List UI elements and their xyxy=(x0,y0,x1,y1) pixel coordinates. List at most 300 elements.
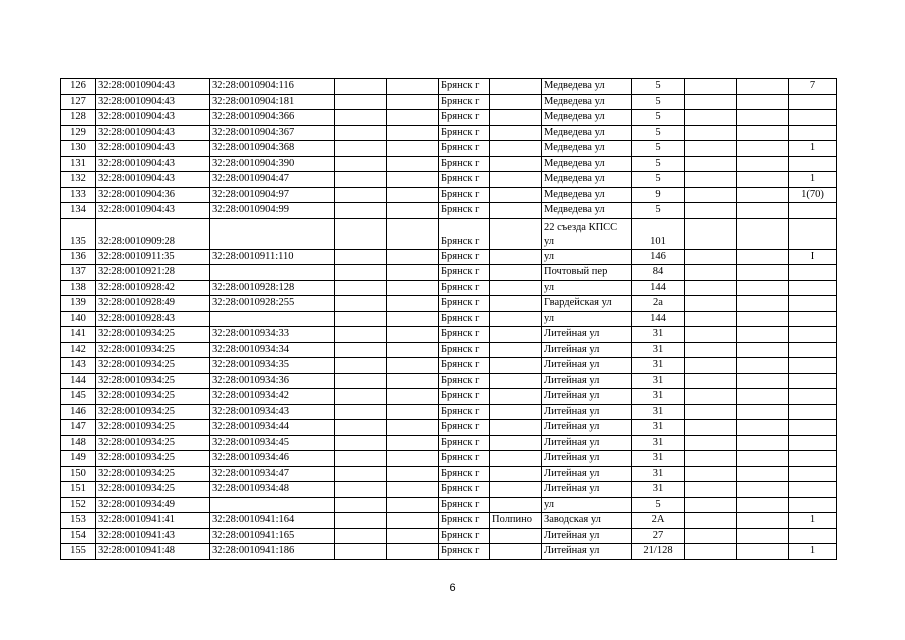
table-cell xyxy=(685,203,737,219)
table-cell xyxy=(387,482,439,498)
table-cell: Медведева ул xyxy=(542,203,632,219)
table-cell: Брянск г xyxy=(439,451,490,467)
table-cell: 32:28:0010904:368 xyxy=(210,141,335,157)
table-cell xyxy=(335,435,387,451)
table-cell: Брянск г xyxy=(439,342,490,358)
table-cell: 32:28:0010934:42 xyxy=(210,389,335,405)
table-cell xyxy=(335,466,387,482)
table-cell xyxy=(490,156,542,172)
table-cell xyxy=(490,265,542,281)
table-cell: Брянск г xyxy=(439,94,490,110)
table-row xyxy=(61,327,837,343)
table-cell: Брянск г xyxy=(439,358,490,374)
table-cell xyxy=(789,296,837,312)
table-cell xyxy=(335,110,387,126)
table-cell xyxy=(490,497,542,513)
table-cell: 141 xyxy=(61,327,96,343)
table-cell xyxy=(737,544,789,560)
table-cell xyxy=(490,420,542,436)
table-cell xyxy=(387,265,439,281)
table-cell: 32:28:0010934:25 xyxy=(96,342,210,358)
table-cell: Литейная ул xyxy=(542,435,632,451)
table-cell xyxy=(737,172,789,188)
table-cell: 32:28:0010904:181 xyxy=(210,94,335,110)
table-cell: 126 xyxy=(61,79,96,95)
table-cell: Литейная ул xyxy=(542,420,632,436)
table-cell xyxy=(335,280,387,296)
table-cell: 32:28:0010934:43 xyxy=(210,404,335,420)
table-cell xyxy=(685,497,737,513)
table-cell: 32:28:0010934:47 xyxy=(210,466,335,482)
table-cell: 84 xyxy=(632,265,685,281)
table-cell: 147 xyxy=(61,420,96,436)
table-cell: 1(70) xyxy=(789,187,837,203)
table-cell: 2А xyxy=(632,513,685,529)
table-cell xyxy=(490,482,542,498)
table-cell: 32:28:0010934:25 xyxy=(96,373,210,389)
table-cell xyxy=(685,528,737,544)
table-cell xyxy=(685,451,737,467)
table-row xyxy=(61,172,837,188)
table-cell: 5 xyxy=(632,110,685,126)
table-row xyxy=(61,156,837,172)
table-cell: ул xyxy=(542,311,632,327)
table-cell: Литейная ул xyxy=(542,544,632,560)
table-cell xyxy=(490,544,542,560)
table-cell xyxy=(685,544,737,560)
table-cell: 149 xyxy=(61,451,96,467)
table-cell xyxy=(335,265,387,281)
table-cell: 32:28:0010934:36 xyxy=(210,373,335,389)
table-cell: 32:28:0010928:43 xyxy=(96,311,210,327)
table-cell: 153 xyxy=(61,513,96,529)
table-cell xyxy=(387,327,439,343)
table-cell: 31 xyxy=(632,358,685,374)
table-cell xyxy=(737,528,789,544)
table-cell xyxy=(335,249,387,265)
table-cell: 32:28:0010904:116 xyxy=(210,79,335,95)
table-cell: Брянск г xyxy=(439,187,490,203)
table-cell xyxy=(335,172,387,188)
table-cell xyxy=(490,358,542,374)
table-cell xyxy=(335,389,387,405)
table-cell xyxy=(387,203,439,219)
table-cell xyxy=(387,358,439,374)
table-cell: 32:28:0010928:42 xyxy=(96,280,210,296)
table-cell: Литейная ул xyxy=(542,342,632,358)
table-cell xyxy=(737,79,789,95)
table-cell: 145 xyxy=(61,389,96,405)
table-cell: 142 xyxy=(61,342,96,358)
table-cell: 151 xyxy=(61,482,96,498)
table-cell xyxy=(490,466,542,482)
table-row xyxy=(61,110,837,126)
table-cell xyxy=(685,358,737,374)
table-row xyxy=(61,187,837,203)
table-row xyxy=(61,482,837,498)
table-cell: 21/128 xyxy=(632,544,685,560)
table-cell: Гвардейская ул xyxy=(542,296,632,312)
table-cell xyxy=(335,141,387,157)
table-cell xyxy=(789,265,837,281)
table-cell xyxy=(685,420,737,436)
table-cell xyxy=(737,110,789,126)
table-cell: 144 xyxy=(632,311,685,327)
table-cell xyxy=(387,125,439,141)
table-cell xyxy=(335,79,387,95)
table-cell: Брянск г xyxy=(439,110,490,126)
table-cell: 9 xyxy=(632,187,685,203)
table-cell xyxy=(335,528,387,544)
table-cell xyxy=(387,94,439,110)
table-cell xyxy=(789,466,837,482)
page-number: 6 xyxy=(449,582,456,594)
table-cell xyxy=(335,420,387,436)
table-cell: Брянск г xyxy=(439,466,490,482)
table-cell: 152 xyxy=(61,497,96,513)
table-cell xyxy=(387,156,439,172)
table-cell xyxy=(685,435,737,451)
table-cell: 1 xyxy=(789,513,837,529)
table-cell xyxy=(490,389,542,405)
table-cell: Брянск г xyxy=(439,280,490,296)
table-cell: 146 xyxy=(632,249,685,265)
table-cell: 31 xyxy=(632,404,685,420)
table-row xyxy=(61,218,837,249)
table-cell xyxy=(490,249,542,265)
table-cell xyxy=(737,327,789,343)
table-cell xyxy=(685,110,737,126)
table-cell: 144 xyxy=(632,280,685,296)
table-cell: 32:28:0010934:45 xyxy=(210,435,335,451)
table-row xyxy=(61,141,837,157)
table-cell: 32:28:0010934:25 xyxy=(96,358,210,374)
table-cell: 32:28:0010904:43 xyxy=(96,94,210,110)
table-row xyxy=(61,249,837,265)
table-cell: Брянск г xyxy=(439,404,490,420)
table-cell xyxy=(335,358,387,374)
table-cell xyxy=(210,311,335,327)
table-cell xyxy=(789,94,837,110)
table-cell: 32:28:0010904:366 xyxy=(210,110,335,126)
table-cell: 31 xyxy=(632,342,685,358)
table-cell xyxy=(685,187,737,203)
table-cell xyxy=(490,296,542,312)
table-cell: 32:28:0010934:34 xyxy=(210,342,335,358)
table-cell: 32:28:0010904:390 xyxy=(210,156,335,172)
table-cell: 129 xyxy=(61,125,96,141)
table-cell: Брянск г xyxy=(439,172,490,188)
table-cell xyxy=(789,389,837,405)
table-cell: 31 xyxy=(632,435,685,451)
table-cell xyxy=(789,218,837,249)
table-cell xyxy=(685,79,737,95)
table-cell: 32:28:0010909:28 xyxy=(96,218,210,249)
table-cell: 143 xyxy=(61,358,96,374)
table-cell xyxy=(737,389,789,405)
table-cell: Брянск г xyxy=(439,389,490,405)
table-cell xyxy=(387,311,439,327)
table-cell xyxy=(789,451,837,467)
table-cell: 135 xyxy=(61,218,96,249)
table-cell xyxy=(490,141,542,157)
table-cell xyxy=(387,544,439,560)
table-cell: 2а xyxy=(632,296,685,312)
table-cell: Брянск г xyxy=(439,327,490,343)
table-cell: 1 xyxy=(789,172,837,188)
table-cell: Литейная ул xyxy=(542,482,632,498)
table-cell: 31 xyxy=(632,451,685,467)
table-cell xyxy=(685,125,737,141)
table-cell: 31 xyxy=(632,389,685,405)
table-cell xyxy=(737,265,789,281)
table-cell: 32:28:0010941:164 xyxy=(210,513,335,529)
table-cell: 5 xyxy=(632,125,685,141)
table-cell: 32:28:0010934:25 xyxy=(96,420,210,436)
table-cell xyxy=(789,311,837,327)
table-cell xyxy=(490,327,542,343)
table-cell xyxy=(335,451,387,467)
table-cell: Брянск г xyxy=(439,249,490,265)
table-cell xyxy=(490,218,542,249)
table-cell xyxy=(335,404,387,420)
table-cell: 127 xyxy=(61,94,96,110)
table-cell xyxy=(685,172,737,188)
table-cell: 32:28:0010941:43 xyxy=(96,528,210,544)
table-cell xyxy=(490,125,542,141)
table-cell: 146 xyxy=(61,404,96,420)
table-cell xyxy=(387,513,439,529)
table-cell: Медведева ул xyxy=(542,156,632,172)
table-cell: 32:28:0010911:35 xyxy=(96,249,210,265)
table-cell xyxy=(685,482,737,498)
table-row xyxy=(61,203,837,219)
table-cell xyxy=(335,156,387,172)
table-cell: Литейная ул xyxy=(542,404,632,420)
table-cell xyxy=(737,94,789,110)
table-cell xyxy=(789,342,837,358)
table-cell xyxy=(737,311,789,327)
table-row xyxy=(61,404,837,420)
table-cell xyxy=(737,156,789,172)
table-cell: Брянск г xyxy=(439,265,490,281)
table-row xyxy=(61,79,837,95)
table-cell xyxy=(387,249,439,265)
table-cell xyxy=(737,420,789,436)
table-cell: 32:28:0010941:41 xyxy=(96,513,210,529)
table-cell xyxy=(789,404,837,420)
table-cell xyxy=(335,125,387,141)
table-cell: Брянск г xyxy=(439,497,490,513)
table-cell: 32:28:0010934:25 xyxy=(96,451,210,467)
table-cell: Брянск г xyxy=(439,482,490,498)
table-cell: Литейная ул xyxy=(542,451,632,467)
table-cell xyxy=(387,420,439,436)
table-cell: Брянск г xyxy=(439,296,490,312)
table-row xyxy=(61,373,837,389)
table-cell: I xyxy=(789,249,837,265)
table-cell: 32:28:0010934:33 xyxy=(210,327,335,343)
table-cell xyxy=(685,94,737,110)
table-cell xyxy=(490,94,542,110)
table-cell xyxy=(737,373,789,389)
table-cell xyxy=(387,141,439,157)
table-cell: 5 xyxy=(632,141,685,157)
table-cell xyxy=(685,280,737,296)
table-cell xyxy=(490,528,542,544)
table-cell xyxy=(685,141,737,157)
table-cell xyxy=(490,110,542,126)
table-cell: 32:28:0010911:110 xyxy=(210,249,335,265)
table-cell: Полпино xyxy=(490,513,542,529)
table-cell: 150 xyxy=(61,466,96,482)
table-cell xyxy=(737,482,789,498)
table-cell: 32:28:0010941:165 xyxy=(210,528,335,544)
table-cell: 32:28:0010934:25 xyxy=(96,389,210,405)
table-cell: 27 xyxy=(632,528,685,544)
table-cell: 32:28:0010934:25 xyxy=(96,482,210,498)
table-cell xyxy=(335,513,387,529)
table-cell: 32:28:0010904:43 xyxy=(96,172,210,188)
table-cell xyxy=(685,373,737,389)
table-cell xyxy=(685,327,737,343)
table-cell: 5 xyxy=(632,79,685,95)
table-cell xyxy=(335,373,387,389)
table-cell: 131 xyxy=(61,156,96,172)
table-cell xyxy=(685,156,737,172)
table-cell xyxy=(737,404,789,420)
table-cell xyxy=(737,466,789,482)
table-cell: 5 xyxy=(632,156,685,172)
table-cell xyxy=(685,218,737,249)
table-cell xyxy=(737,218,789,249)
table-cell: 7 xyxy=(789,79,837,95)
table-cell xyxy=(490,311,542,327)
table-cell xyxy=(789,203,837,219)
table-body xyxy=(61,79,837,560)
table-cell xyxy=(490,373,542,389)
table-cell: 32:28:0010904:43 xyxy=(96,79,210,95)
table-cell: 32:28:0010934:35 xyxy=(210,358,335,374)
table-cell: 128 xyxy=(61,110,96,126)
table-cell: ул xyxy=(542,497,632,513)
table-cell xyxy=(789,125,837,141)
table-cell: Брянск г xyxy=(439,373,490,389)
table-cell: 134 xyxy=(61,203,96,219)
table-cell: ул xyxy=(542,249,632,265)
table-cell xyxy=(685,342,737,358)
table-cell xyxy=(685,389,737,405)
table-cell: Брянск г xyxy=(439,435,490,451)
table-cell: 133 xyxy=(61,187,96,203)
table-row xyxy=(61,497,837,513)
table-cell: Брянск г xyxy=(439,513,490,529)
table-cell: Брянск г xyxy=(439,203,490,219)
table-cell: 32:28:0010904:43 xyxy=(96,125,210,141)
table-cell: Медведева ул xyxy=(542,94,632,110)
table-cell xyxy=(737,296,789,312)
table-cell: 32:28:0010904:47 xyxy=(210,172,335,188)
table-cell: Брянск г xyxy=(439,141,490,157)
table-cell xyxy=(335,544,387,560)
table-cell xyxy=(210,497,335,513)
table-cell xyxy=(335,94,387,110)
table-row xyxy=(61,311,837,327)
table-cell: 32:28:0010904:99 xyxy=(210,203,335,219)
table-cell xyxy=(685,404,737,420)
table-cell xyxy=(387,528,439,544)
table-cell xyxy=(210,218,335,249)
table-cell xyxy=(685,311,737,327)
table-row xyxy=(61,544,837,560)
table-cell xyxy=(789,327,837,343)
table-cell: Медведева ул xyxy=(542,110,632,126)
table-cell xyxy=(387,187,439,203)
table-cell: 5 xyxy=(632,497,685,513)
table-cell xyxy=(737,358,789,374)
table-cell: 130 xyxy=(61,141,96,157)
table-cell: Почтовый пер xyxy=(542,265,632,281)
table-cell: Брянск г xyxy=(439,528,490,544)
table-cell: Литейная ул xyxy=(542,389,632,405)
table-cell xyxy=(789,497,837,513)
table-cell: Литейная ул xyxy=(542,373,632,389)
table-cell xyxy=(789,280,837,296)
table-cell xyxy=(335,497,387,513)
table-cell: Литейная ул xyxy=(542,466,632,482)
table-cell: 32:28:0010934:25 xyxy=(96,466,210,482)
table-cell xyxy=(789,528,837,544)
table-cell xyxy=(387,404,439,420)
table-cell: 140 xyxy=(61,311,96,327)
table-row xyxy=(61,358,837,374)
table-cell xyxy=(685,265,737,281)
table-cell: 155 xyxy=(61,544,96,560)
table-cell xyxy=(685,466,737,482)
table-cell: 32:28:0010904:43 xyxy=(96,156,210,172)
table-cell xyxy=(737,513,789,529)
table-cell xyxy=(789,420,837,436)
table-cell xyxy=(387,79,439,95)
table-cell xyxy=(737,342,789,358)
table-cell xyxy=(737,125,789,141)
table-cell: 32:28:0010904:36 xyxy=(96,187,210,203)
table-row xyxy=(61,125,837,141)
table-cell: 139 xyxy=(61,296,96,312)
table-cell: 32:28:0010928:49 xyxy=(96,296,210,312)
table-cell: 31 xyxy=(632,466,685,482)
table-cell xyxy=(490,203,542,219)
table-cell: 31 xyxy=(632,482,685,498)
table-row xyxy=(61,94,837,110)
table-cell xyxy=(685,513,737,529)
table-cell xyxy=(789,156,837,172)
table-cell: Заводская ул xyxy=(542,513,632,529)
table-cell xyxy=(737,141,789,157)
table-cell xyxy=(490,435,542,451)
table-cell: 32:28:0010941:48 xyxy=(96,544,210,560)
table-cell xyxy=(737,280,789,296)
table-cell: 137 xyxy=(61,265,96,281)
table-row xyxy=(61,420,837,436)
table-cell: 32:28:0010934:44 xyxy=(210,420,335,436)
table-cell xyxy=(335,218,387,249)
table-cell: Медведева ул xyxy=(542,187,632,203)
table-cell: 32:28:0010934:25 xyxy=(96,404,210,420)
table-cell: 32:28:0010934:25 xyxy=(96,327,210,343)
table-cell xyxy=(387,172,439,188)
table-cell: 32:28:0010904:43 xyxy=(96,203,210,219)
